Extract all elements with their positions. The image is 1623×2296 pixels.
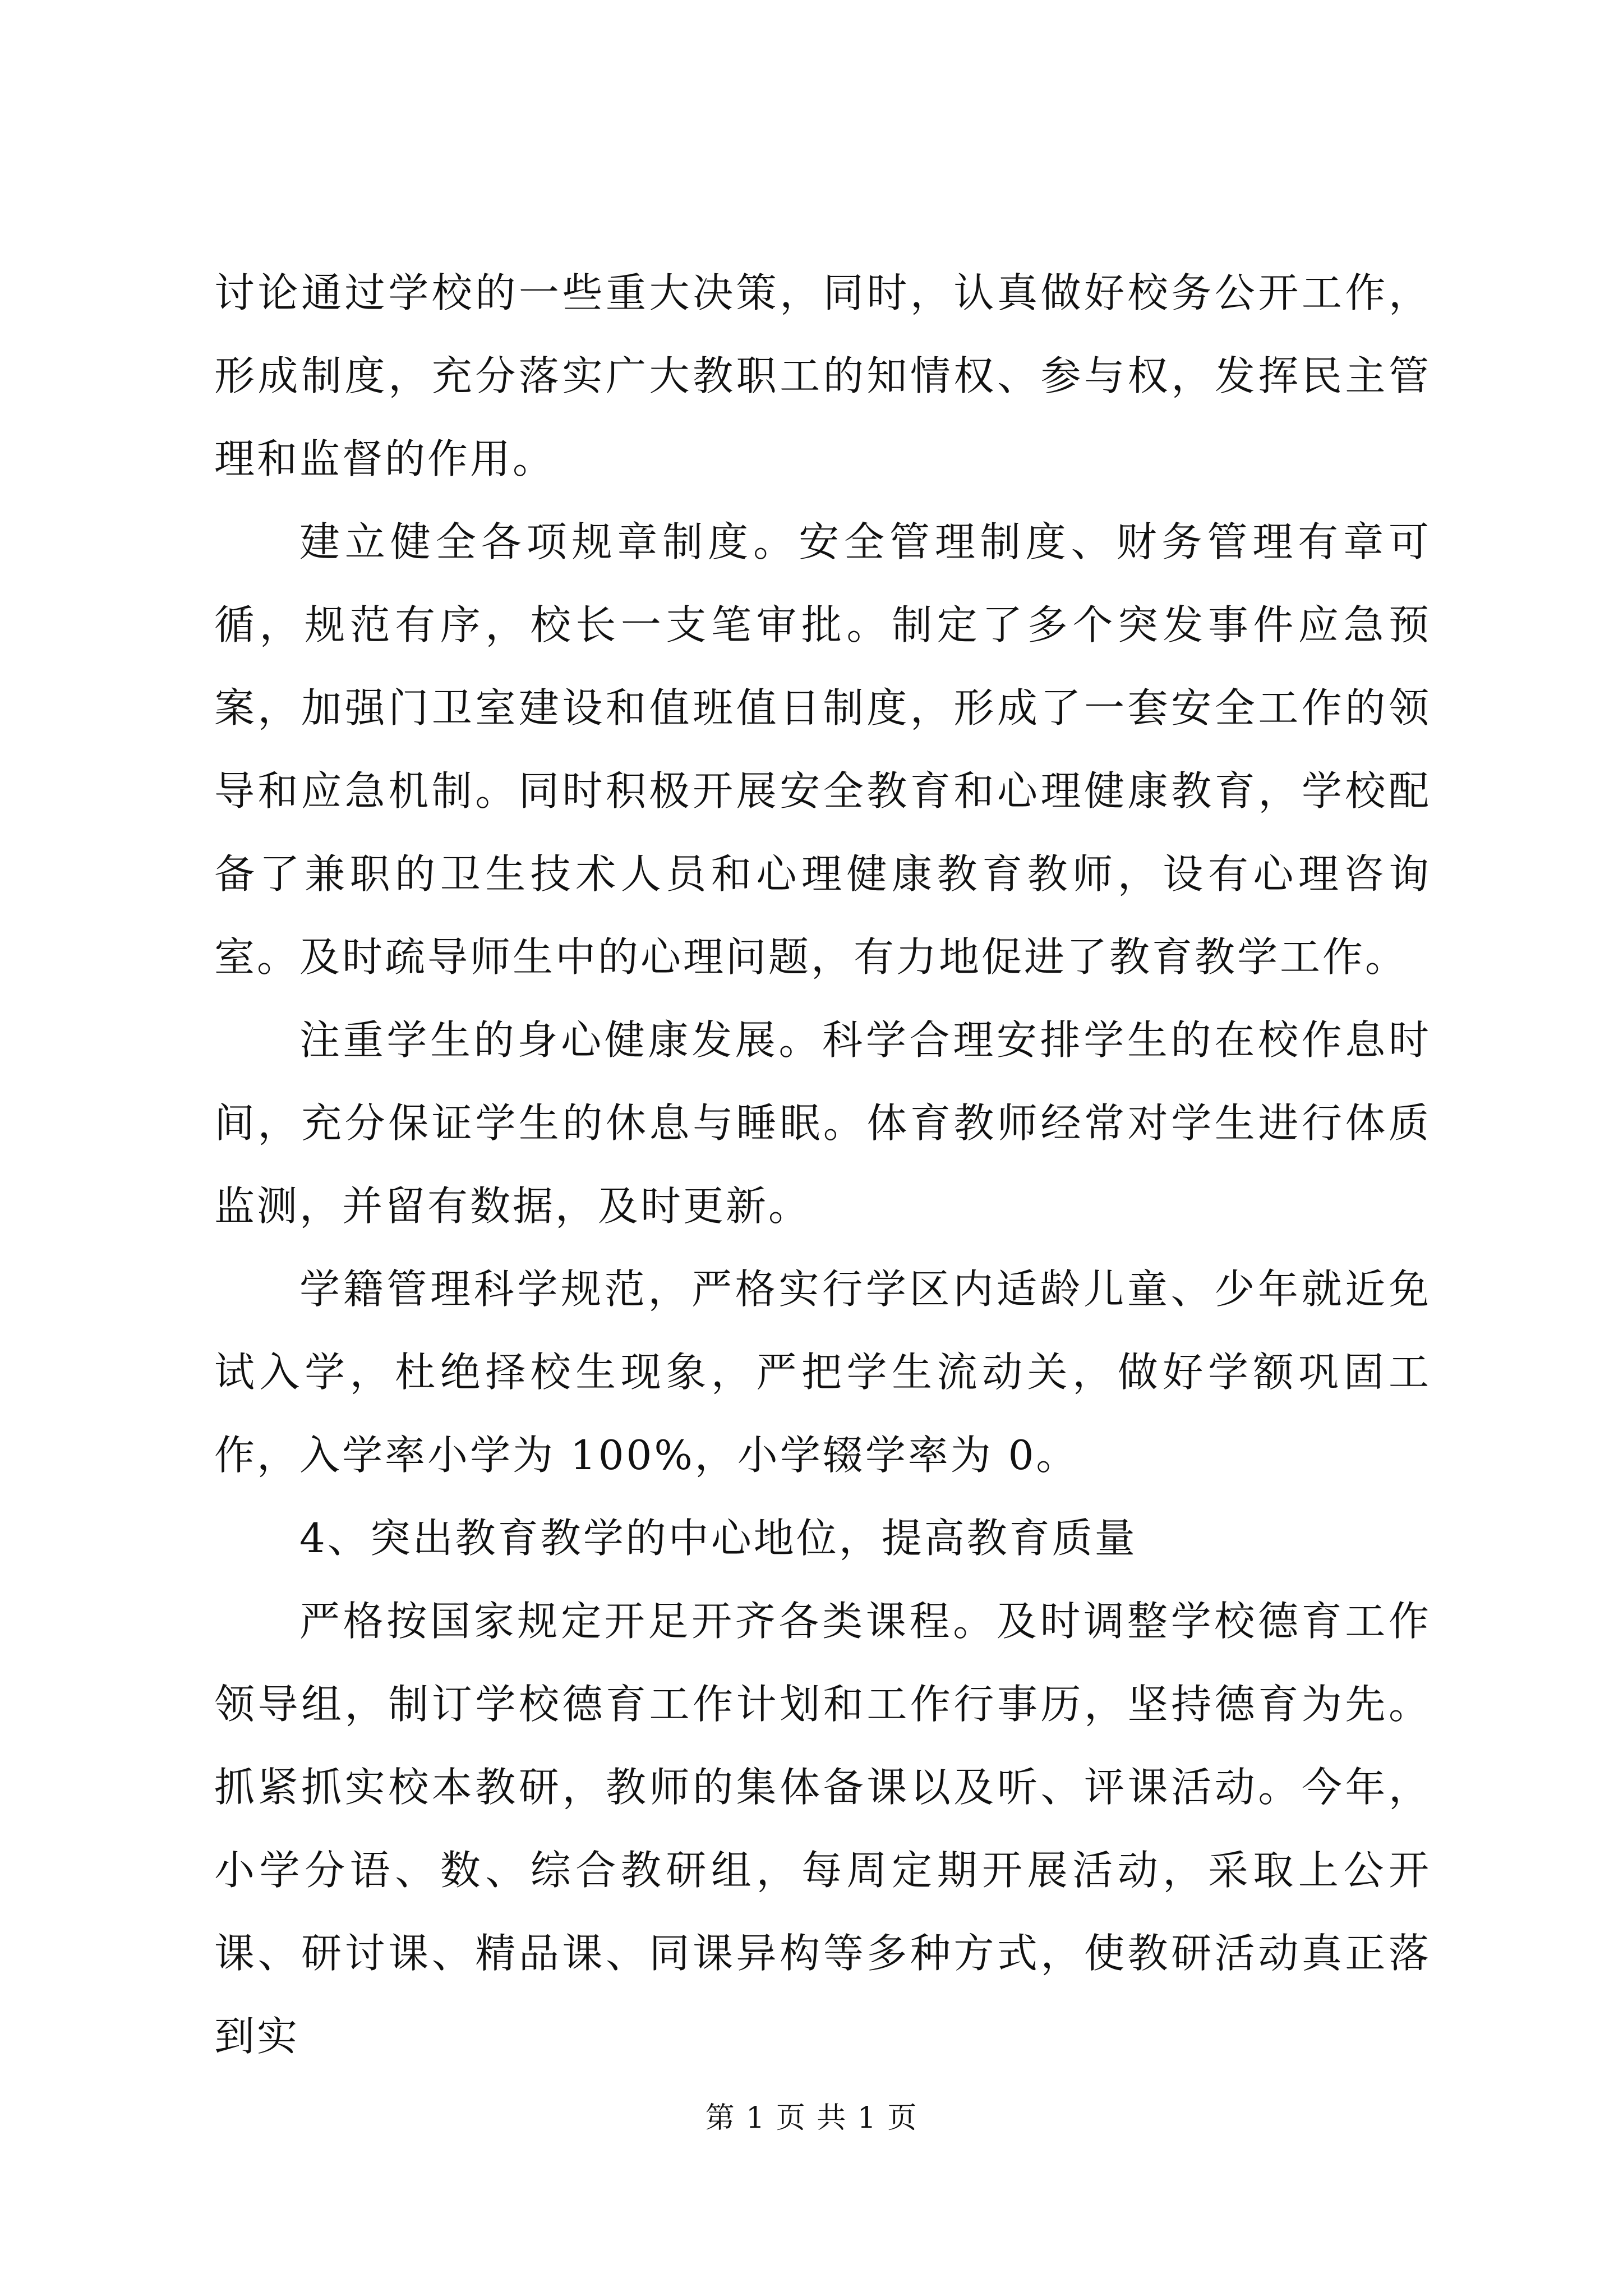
paragraph-continuation: 讨论通过学校的一些重大决策，同时，认真做好校务公开工作，形成制度，充分落实广大教职工的知情权、参与权，发挥民主管理和监督的作用。 (214, 269, 1431, 482)
document-body (214, 251, 1431, 2078)
paragraph-curriculum: 严格按国家规定开足开齐各类课程。及时调整学校德育工作领导组，制订学校德育工作计划和工作行事历，坚持德育为先。抓紧抓实校本教研，教师的集体备课以及听、评课活动。今年，小学分语、数、综合教研组，每周定期开展活动，采取上公开课、研讨课、精品课、同课异构等多种方式，使教研活动真正落到实 (214, 1598, 1431, 2060)
paragraph-enrollment: 学籍管理科学规范，严格实行学区内适龄儿童、少年就近免试入学，杜绝择校生现象，严把学生流动关，做好学额巩固工作，入学率小学为 100%，小学辍学率为 0。 (214, 1266, 1431, 1479)
page-footer: 第 1 页 共 1 页 (705, 2101, 918, 2135)
paragraph-regulations: 建立健全各项规章制度。安全管理制度、财务管理有章可循，规范有序，校长一支笔审批。制定了多个突发事件应急预案，加强门卫室建设和值班值日制度，形成了一套安全工作的领导和应急机制。同时积极开展安全教育和心理健康教育，学校配备了兼职的卫生技术人员和心理健康教育教师，设有心理咨询室。及时疏导师生中的心理问题，有力地促进了教育教学工作。 (214, 518, 1431, 981)
paragraph-student-health: 注重学生的身心健康发展。科学合理安排学生的在校作息时间，充分保证学生的休息与睡眠。体育教师经常对学生进行体质监测，并留有数据，及时更新。 (214, 1016, 1431, 1230)
section-heading: 4、突出教育教学的中心地位，提高教育质量 (299, 1515, 1137, 1562)
